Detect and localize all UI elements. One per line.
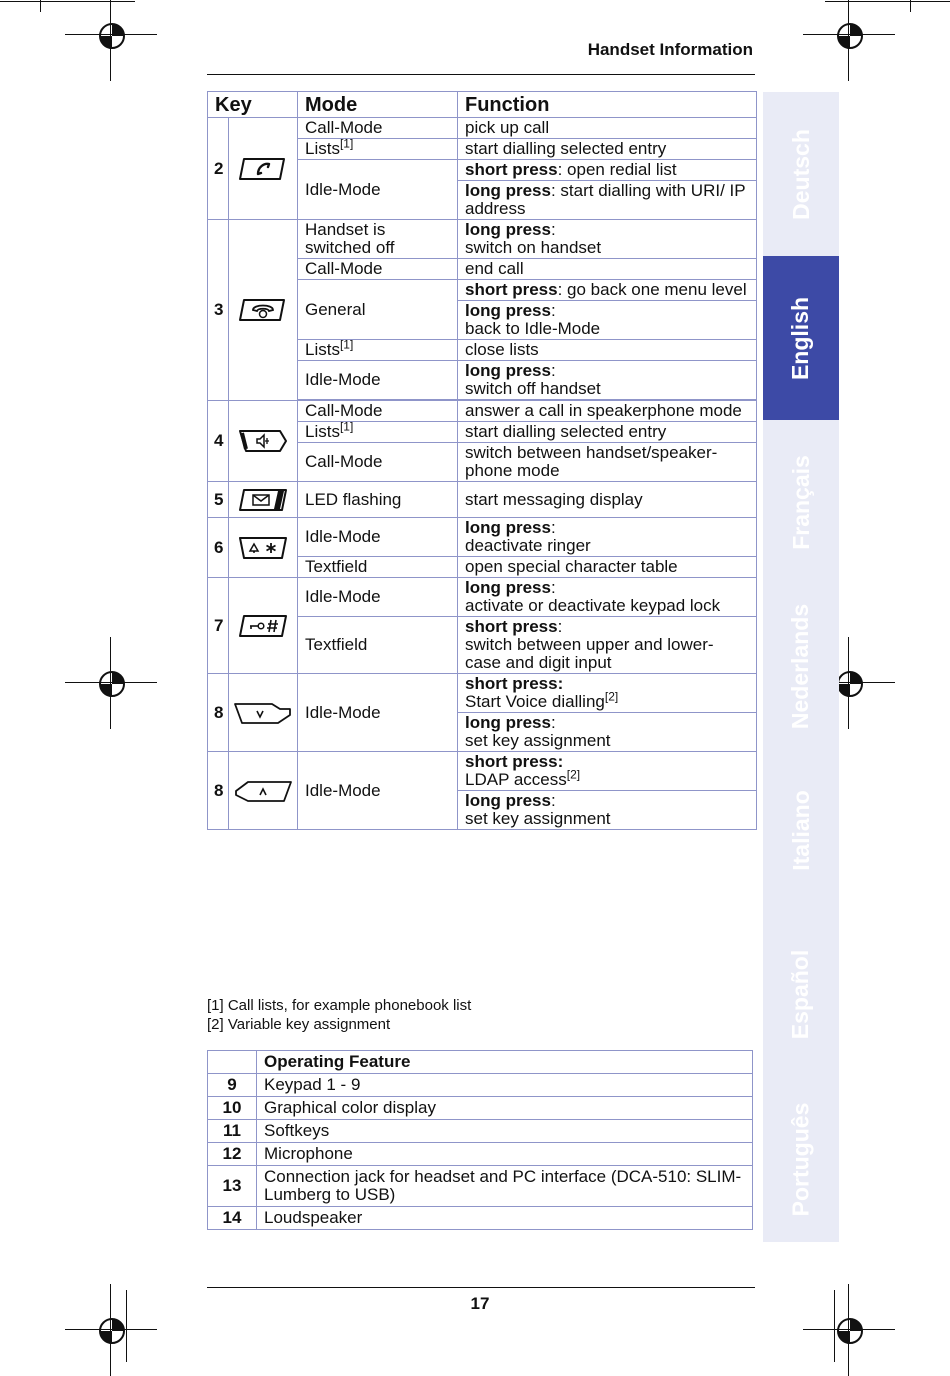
mode-cell: Call-Mode — [298, 443, 458, 482]
language-tab-espanol[interactable] — [763, 912, 839, 1076]
feature-name: Loudspeaker — [257, 1207, 753, 1230]
feature-name: Keypad 1 - 9 — [257, 1074, 753, 1097]
function-cell: close lists — [458, 340, 757, 361]
column-header-mode: Mode — [298, 92, 458, 118]
feature-number: 11 — [208, 1120, 257, 1143]
function-text: deactivate ringer — [465, 536, 591, 555]
press-type-label: short press: — [465, 752, 564, 771]
press-type-label: long press — [465, 301, 551, 320]
colon: : — [550, 301, 556, 320]
function-cell — [458, 578, 757, 617]
colon: : — [557, 617, 563, 636]
registration-mark-mid-left — [91, 663, 131, 703]
function-text: : go back one menu level — [557, 280, 747, 299]
message-key-icon — [238, 488, 288, 512]
language-tab-label: English — [787, 296, 814, 380]
key-icon-cell — [229, 401, 298, 482]
function-cell: end call — [458, 259, 757, 280]
press-type-label: long press — [465, 578, 551, 597]
table-row — [208, 401, 757, 422]
function-text: Start Voice dialling — [465, 692, 605, 711]
footnote-ref: [2] — [604, 689, 619, 704]
function-text: switch between upper and lower-case and digit input — [465, 635, 714, 672]
operating-feature-table — [207, 1050, 753, 1230]
mode-cell: LED flashing — [298, 482, 458, 518]
function-text: activate or deactivate keypad lock — [465, 596, 721, 615]
function-text: back to Idle-Mode — [465, 319, 601, 338]
key-icon-cell — [229, 118, 298, 220]
press-type-label: short press — [465, 280, 558, 299]
call-key-icon — [238, 157, 288, 181]
mode-cell: Idle-Mode — [298, 578, 458, 617]
colon: : — [550, 361, 556, 380]
mode-cell: Handset is switched off — [298, 220, 458, 259]
key-icon-cell — [229, 752, 298, 830]
star-ringer-key-icon — [238, 536, 288, 560]
colon: : — [550, 713, 556, 732]
header-rule — [207, 74, 755, 75]
press-type-label: long press — [465, 181, 551, 200]
mode-cell: Idle-Mode — [298, 518, 458, 557]
crop-line — [126, 1290, 127, 1362]
table-row — [208, 482, 757, 518]
mode-cell: Idle-Mode — [298, 361, 458, 400]
function-cell: start messaging display — [458, 482, 757, 518]
key-number: 8 — [208, 752, 229, 830]
function-text: : open redial list — [557, 160, 677, 179]
mode-label: Lists — [305, 340, 340, 359]
key-icon-cell — [229, 578, 298, 674]
crop-line — [0, 1, 135, 2]
table-header-row — [208, 1051, 753, 1074]
function-cell — [458, 791, 757, 830]
function-cell — [458, 181, 757, 220]
mode-cell: Idle-Mode — [298, 674, 458, 752]
crop-line — [834, 1290, 835, 1362]
mode-cell: Textfield — [298, 617, 458, 674]
empty-header-cell — [208, 1051, 257, 1074]
table-row — [208, 518, 757, 557]
key-number: 6 — [208, 518, 229, 578]
mode-cell — [298, 136, 458, 160]
footnote-ref: [1] — [339, 337, 354, 352]
key-icon-cell — [229, 482, 298, 518]
mode-cell — [298, 337, 458, 361]
table-row — [208, 1166, 753, 1207]
feature-number: 10 — [208, 1097, 257, 1120]
function-cell: open special character table — [458, 557, 757, 578]
function-cell — [458, 361, 757, 400]
key-icon-cell — [229, 674, 298, 752]
column-header-function: Function — [458, 92, 757, 118]
function-text: switch on handset — [465, 238, 602, 257]
footer-rule — [207, 1287, 755, 1288]
table-row — [208, 578, 757, 617]
press-type-label: short press: — [465, 674, 564, 693]
feature-name: Softkeys — [257, 1120, 753, 1143]
mode-cell: Call-Mode — [298, 259, 458, 280]
table-row — [208, 220, 757, 259]
registration-mark-bottom-left — [91, 1310, 131, 1350]
language-tab-nederlands[interactable] — [763, 584, 839, 748]
key-number: 8 — [208, 674, 229, 752]
hash-lock-key-icon — [238, 614, 288, 638]
mode-cell: Idle-Mode — [298, 160, 458, 220]
feature-number: 14 — [208, 1207, 257, 1230]
language-tab-label: Français — [787, 454, 814, 550]
table-row — [208, 1207, 753, 1230]
language-tab-label: Deutsch — [787, 128, 814, 220]
column-header-operating-feature: Operating Feature — [257, 1051, 753, 1074]
function-cell — [458, 280, 757, 301]
function-text: set key assignment — [465, 731, 611, 750]
key-number: 2 — [208, 118, 229, 220]
registration-mark-bottom-right — [829, 1310, 869, 1350]
crop-line — [825, 1, 950, 2]
feature-number: 9 — [208, 1074, 257, 1097]
feature-number: 12 — [208, 1143, 257, 1166]
function-cell: start dialling selected entry — [458, 422, 757, 443]
language-tab-label: Italiano — [787, 789, 814, 871]
table-row — [208, 1120, 753, 1143]
mode-cell: Call-Mode — [298, 401, 458, 422]
language-tab-label: Español — [787, 949, 814, 1039]
function-cell — [458, 220, 757, 259]
colon: : — [550, 220, 556, 239]
key-function-table — [207, 91, 757, 830]
function-cell — [458, 713, 757, 752]
press-type-label: long press — [465, 220, 551, 239]
table-row — [208, 1143, 753, 1166]
function-text: LDAP access — [465, 770, 567, 789]
feature-name: Connection jack for headset and PC interface (DCA-510: SLIM-Lumberg to USB) — [257, 1166, 753, 1207]
table-row — [208, 674, 757, 713]
key-number: 4 — [208, 401, 229, 482]
press-type-label: short press — [465, 617, 558, 636]
press-type-label: short press — [465, 160, 558, 179]
column-header-key: Key — [208, 92, 298, 118]
colon: : — [550, 518, 556, 537]
function-cell — [458, 518, 757, 557]
function-text: : start dialling with URI/ IP address — [465, 181, 746, 218]
registration-mark-top-right — [829, 15, 869, 55]
speaker-key-icon — [238, 429, 288, 453]
function-cell — [458, 617, 757, 674]
colon: : — [550, 791, 556, 810]
press-type-label: long press — [465, 713, 551, 732]
key-icon-cell — [229, 518, 298, 578]
function-cell: pick up call — [458, 118, 757, 139]
key-number: 5 — [208, 482, 229, 518]
mode-cell — [298, 419, 458, 443]
feature-number: 13 — [208, 1166, 257, 1207]
language-tab-italiano[interactable] — [763, 748, 839, 912]
mode-label: Lists — [305, 422, 340, 441]
footnote: [1] Call lists, for example phonebook list — [207, 997, 472, 1014]
press-type-label: long press — [465, 518, 551, 537]
mode-cell: Textfield — [298, 557, 458, 578]
footnotes — [207, 996, 471, 1034]
table-row — [208, 1074, 753, 1097]
function-cell: switch between handset/speaker-phone mode — [458, 443, 757, 482]
mode-cell: General — [298, 280, 458, 340]
footnote-ref: [1] — [339, 419, 354, 434]
key-icon-cell — [229, 220, 298, 401]
page-number: 17 — [470, 1294, 490, 1313]
end-call-key-icon — [238, 298, 288, 322]
mode-label: Lists — [305, 139, 340, 158]
feature-name: Graphical color display — [257, 1097, 753, 1120]
function-cell — [458, 674, 757, 713]
feature-name: Microphone — [257, 1143, 753, 1166]
function-cell — [458, 160, 757, 181]
colon: : — [550, 578, 556, 597]
language-tab-francais[interactable] — [763, 420, 839, 584]
mode-cell: Call-Mode — [298, 118, 458, 139]
function-text: set key assignment — [465, 809, 611, 828]
function-cell: start dialling selected entry — [458, 139, 757, 160]
table-row — [208, 1097, 753, 1120]
mode-cell: Idle-Mode — [298, 752, 458, 830]
footnote-ref: [2] — [566, 767, 581, 782]
crop-line — [910, 0, 911, 12]
language-tab-portugues[interactable] — [763, 1076, 839, 1242]
function-cell: answer a call in speakerphone mode — [458, 401, 757, 422]
up-key-icon — [234, 779, 292, 803]
language-tab-label: Português — [787, 1102, 814, 1216]
language-tabs — [763, 92, 839, 1242]
table-row — [208, 118, 757, 139]
language-tab-deutsch[interactable] — [763, 92, 839, 256]
function-text: switch off handset — [465, 379, 601, 398]
function-cell — [458, 301, 757, 340]
registration-mark-top-left — [91, 15, 131, 55]
press-type-label: long press — [465, 361, 551, 380]
key-number: 7 — [208, 578, 229, 674]
footnote-ref: [1] — [339, 136, 354, 151]
language-tab-label: Nederlands — [787, 603, 814, 729]
key-number: 3 — [208, 220, 229, 401]
down-key-icon — [234, 701, 292, 725]
table-header-row — [208, 92, 757, 118]
crop-line — [40, 0, 41, 12]
language-tab-english[interactable] — [763, 256, 839, 420]
function-cell — [458, 752, 757, 791]
press-type-label: long press — [465, 791, 551, 810]
footnote: [2] Variable key assignment — [207, 1016, 391, 1033]
table-row — [208, 752, 757, 791]
page-header-title: Handset Information — [587, 40, 753, 59]
